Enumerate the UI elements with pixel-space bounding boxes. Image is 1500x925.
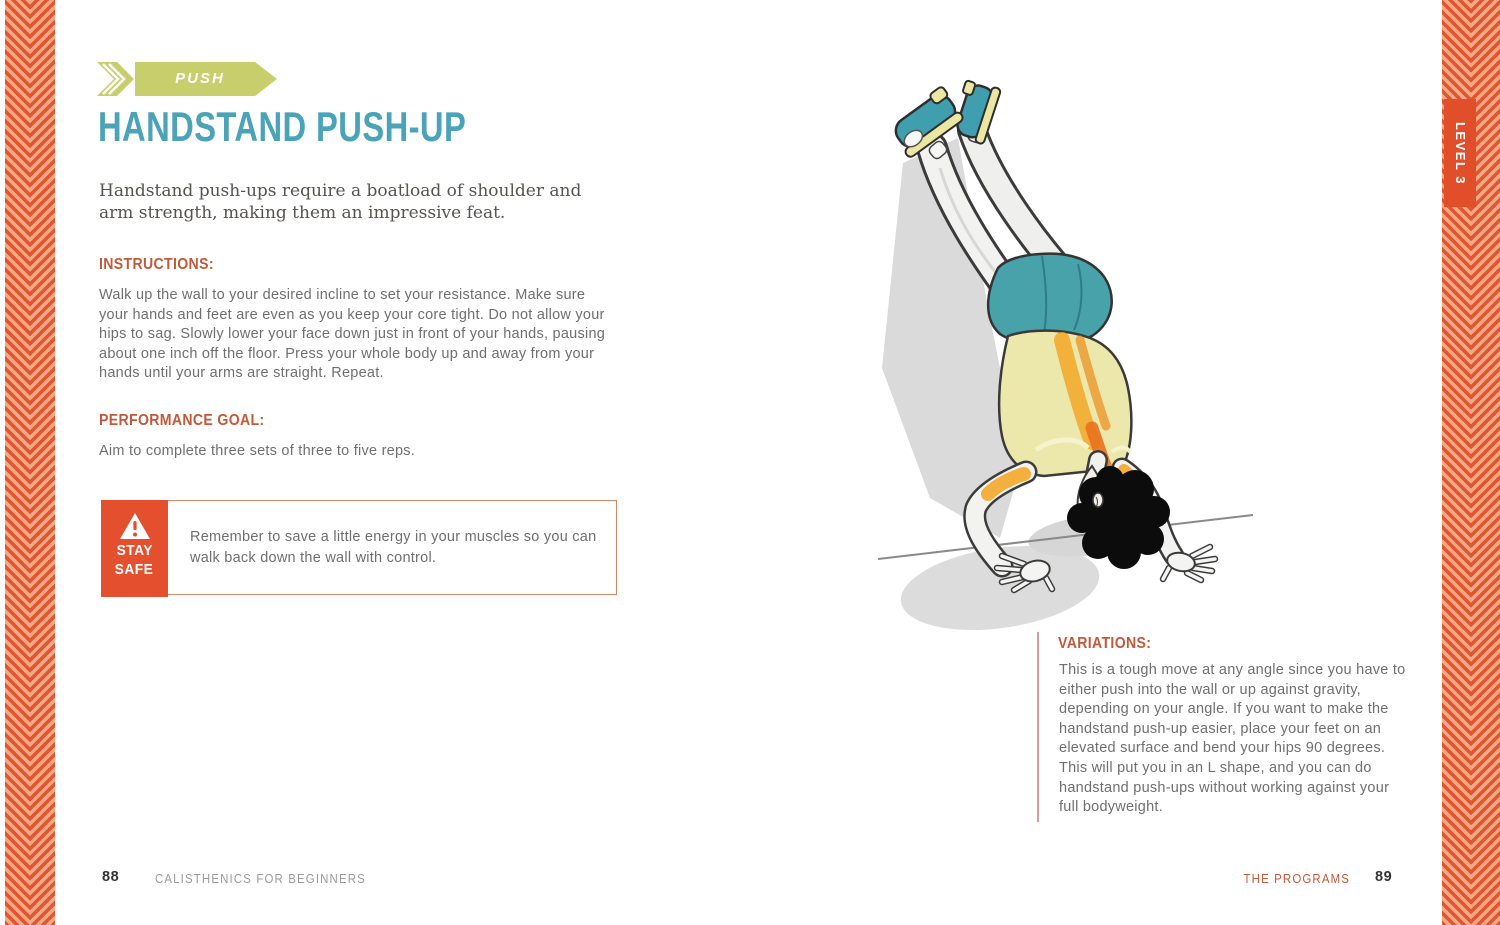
- stay-safe-label-top: STAY: [116, 542, 153, 559]
- instructions-heading: INSTRUCTIONS:: [99, 256, 214, 273]
- stay-safe-label-bottom: SAFE: [115, 561, 154, 578]
- variations-divider: [1037, 632, 1039, 822]
- exercise-illustration: [830, 68, 1310, 653]
- exercise-title: HANDSTAND PUSH-UP: [98, 103, 467, 150]
- stay-safe-callout: [101, 500, 617, 595]
- variations-body: This is a tough move at any angle since you have to either push into the wall or up against gravity, depending on your angle. If you want to make the handstand push-up easier, place your feet on an elevated surface and bend your hips 90 degrees. This will put you in an L shape, and you can do handstand push-ups without working against your full bodyweight.: [1059, 662, 1406, 816]
- category-badge-label: PUSH: [175, 70, 225, 87]
- level-tab: [1444, 99, 1476, 207]
- section-label: THE PROGRAMS: [1243, 871, 1350, 886]
- left-page-number: 88: [102, 869, 120, 885]
- left-chevron-border: [5, 0, 55, 925]
- performance-goal-heading: PERFORMANCE GOAL:: [99, 412, 265, 429]
- instructions-body: Walk up the wall to your desired incline to set your resistance. Make sure your hands and feet are even as you keep your core tight. Do not allow your hips to sag. Slowly lower your face down just in front of your hands, pausing about one inch off the floor. Press your whole body up and away from your hands until your arms are straight. Repeat.: [99, 287, 606, 382]
- performance-goal-body: Aim to complete three sets of three to five reps.: [99, 443, 416, 459]
- stay-safe-flag: [101, 500, 168, 597]
- variations-heading: VARIATIONS:: [1058, 635, 1152, 652]
- book-title: CALISTHENICS FOR BEGINNERS: [155, 871, 366, 886]
- stay-safe-body: Remember to save a little energy in your muscles so you can walk back down the wall with control.: [190, 528, 597, 566]
- category-badge: [97, 62, 277, 96]
- shoe-far: [949, 78, 1001, 144]
- level-tab-label: LEVEL 3: [1452, 121, 1468, 185]
- right-page-number: 89: [1375, 869, 1393, 885]
- warning-triangle-icon: [118, 511, 152, 541]
- exercise-intro: Handstand push-ups require a boatload of shoulder and arm strength, making them an impressive feat.: [99, 181, 582, 223]
